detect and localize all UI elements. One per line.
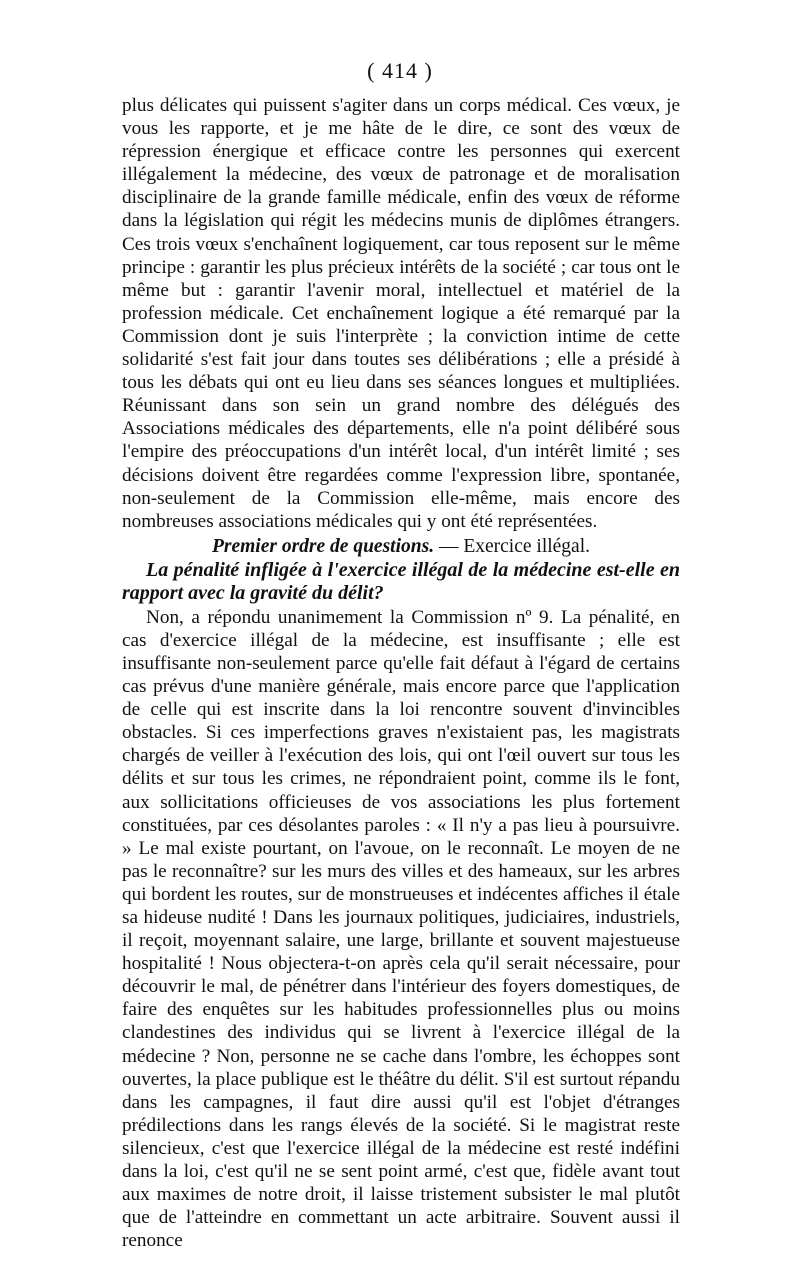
- section-heading-title: Premier ordre de questions.: [211, 535, 435, 557]
- body-text: [122, 94, 680, 1252]
- question-heading: La pénalité infligée à l'exercice illégal de la médecine est-elle en rapport avec la gravité du délit?: [122, 558, 680, 605]
- section-heading-subtitle: — Exercice illégal.: [434, 535, 591, 557]
- page-number: ( 414 ): [367, 58, 433, 83]
- paragraph-continued: plus délicates qui puissent s'agiter dans un corps médical. Ces vœux, je vous les rapporte, et je me hâte de le dire, ce sont des vœux de répression énergique et efficace contre les personnes qui exercent illégalement la médecine, des vœux de patronage et de moralisation disciplinaire de la grande famille médicale, enfin des vœux de réforme dans la législation qui régit les médecins munis de diplômes étrangers. Ces trois vœux s'enchaînent logiquement, car tous reposent sur le même principe : garantir les plus précieux intérêts de la société ; car tous ont le même but : garantir l'avenir moral, intellectuel et matériel de la profession médicale. Cet enchaînement logique a été remarqué par la Commission dont je suis l'interprète ; la conviction intime de cette solidarité s'est fait jour dans toutes ses délibérations ; elle a présidé à tous les débats qui ont eu lieu dans ses séances longues et multipliées. Réunissant dans son sein un grand nombre des délégués des Associations médicales des départements, elle n'a point délibéré sous l'empire des préoccupations d'un intérêt local, d'un intérêt limité ; ses décisions doivent être regardées comme l'expression libre, spontanée, non-seulement de la Commission elle-même, mais encore des nombreuses associations médicales qui y ont été représentées.: [122, 95, 680, 532]
- paragraph-answer: Non, a répondu unanimement la Commission nº 9. La pénalité, en cas d'exercice illégal de la médecine, est insuffisante ; elle est insuffisante non-seulement parce qu'elle fait défaut à l'égard de certains cas prévus d'une manière générale, mais encore parce que l'application de celle qui est inscrite dans la loi rencontre souvent d'invincibles obstacles. Si ces imperfections graves n'existaient pas, les magistrats chargés de veiller à l'exécution des lois, qui ont l'œil ouvert sur tous les délits et sur tous les crimes, ne répondraient point, comme ils le font, aux sollicitations officieuses de vos associations les plus fortement constituées, par ces désolantes paroles : « Il n'y a pas lieu à poursuivre. » Le mal existe pourtant, on l'avoue, on le reconnaît. Le moyen de ne pas le reconnaître? sur les murs des villes et des hameaux, sur les arbres qui bordent les routes, sur de monstrueuses et indécentes affiches il étale sa hideuse nudité ! Dans les journaux politiques, judiciaires, industriels, il reçoit, moyennant salaire, une large, brillante et souvent majestueuse hospitalité ! Nous objectera-t-on après cela qu'il serait nécessaire, pour découvrir le mal, de pénétrer dans l'intérieur des foyers domestiques, de faire des enquêtes sur les habitudes professionnelles plus ou moins clandestines des individus qui se livrent à l'exercice illégal de la médecine ? Non, personne ne se cache dans l'ombre, les échoppes sont ouvertes, la place publique est le théâtre du délit. S'il est surtout répandu dans les campagnes, il faut dire aussi qu'il est l'objet d'étranges prédilections dans les rangs élevés de la société. Si le magistrat reste silencieux, c'est que l'exercice illégal de la médecine est resté indéfini dans la loi, c'est qu'il ne se sent point armé, c'est que, fidèle avant tout aux maximes de notre droit, il laisse tristement subsister le mal plutôt que de l'atteindre en commettant un acte arbitraire. Souvent aussi il renonce: [122, 606, 680, 1252]
- section-heading: [122, 535, 680, 559]
